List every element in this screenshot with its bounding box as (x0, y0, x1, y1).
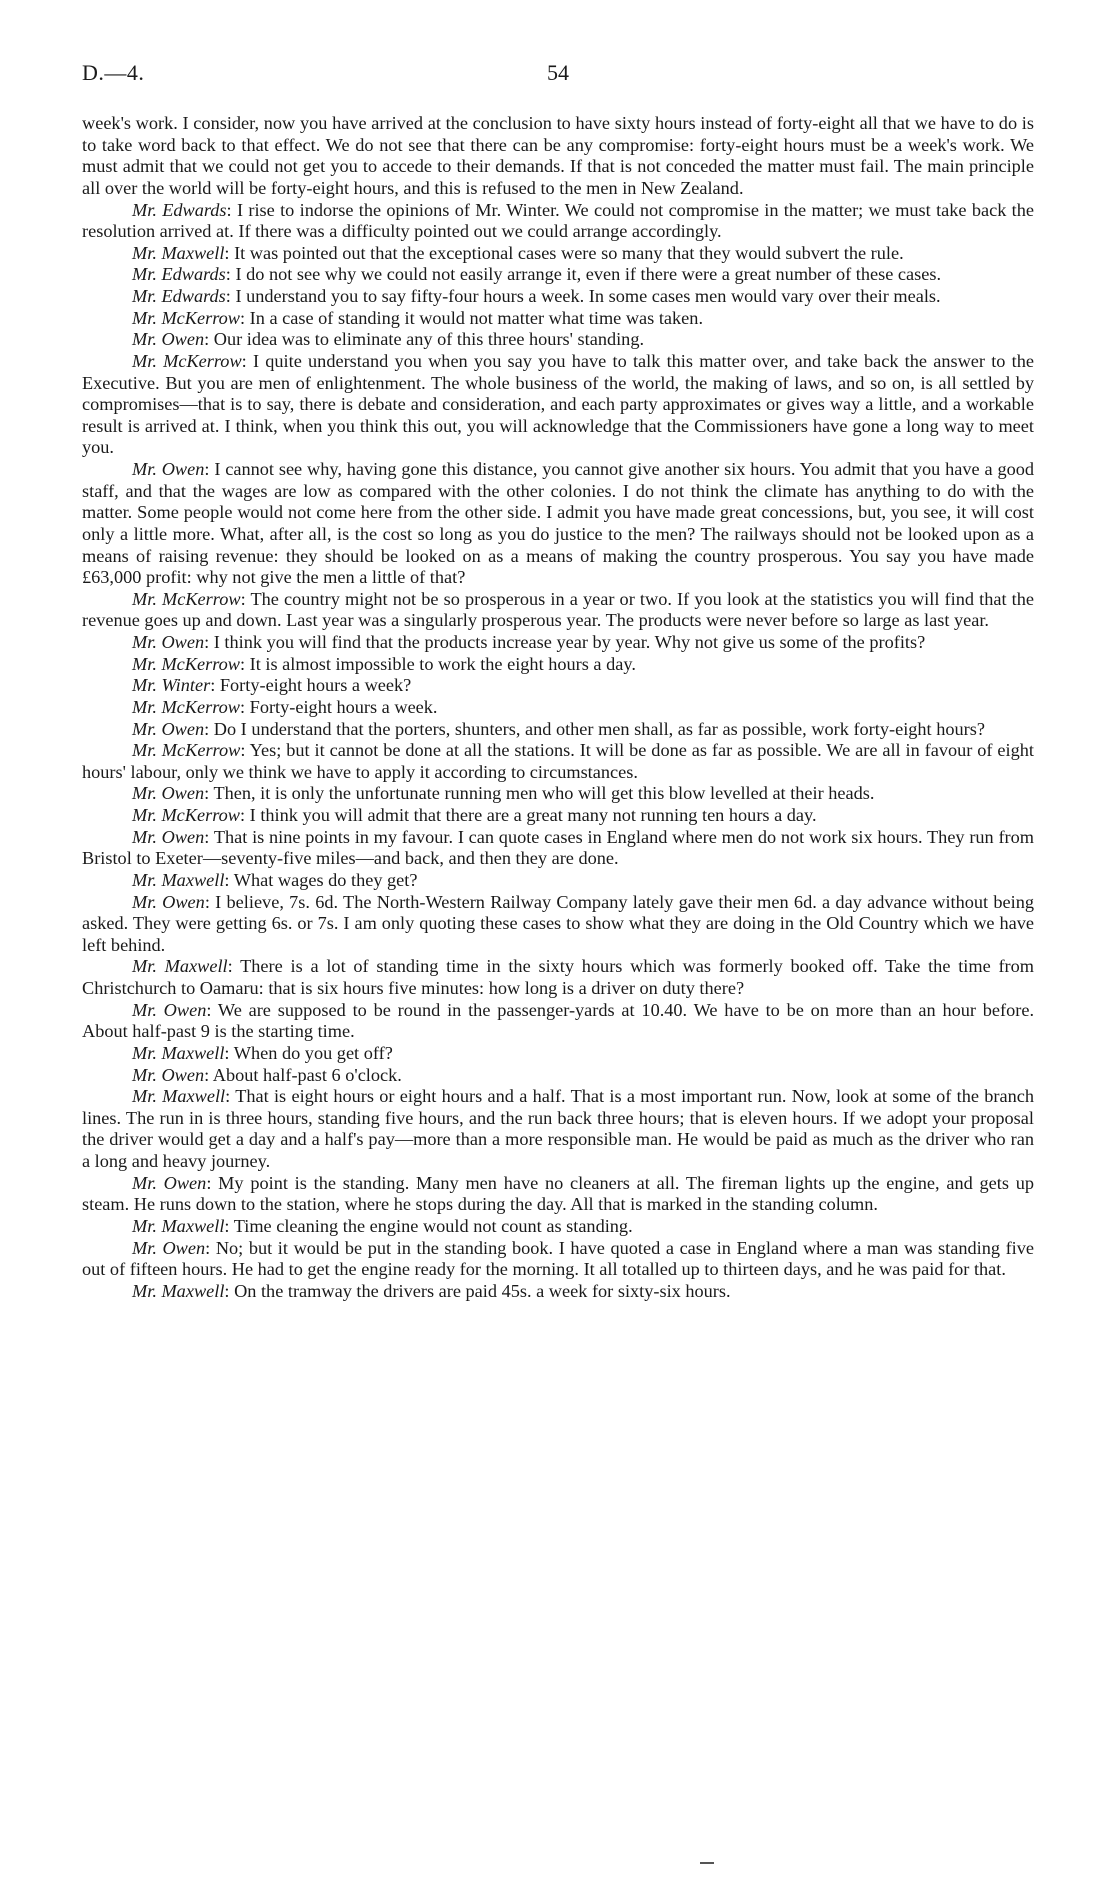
page-header (82, 60, 1034, 90)
speech-text: Our idea was to eliminate any of this three hours' standing. (213, 329, 645, 350)
speaker-name: Mr. McKerrow (132, 805, 240, 825)
speech-paragraph: Mr. Maxwell: It was pointed out that the exceptional cases were so many that they would subvert the rule. (132, 242, 904, 263)
speech-text: That is eight hours or eight hours and a half. That is a most important run. Now, look at some of the branch lines. The run in is three hours, standing five hours, and the run back three hours; that is eleven hours. If we adopt your proposal the driver would get a day and a half's pay—more than a more responsible man. He would be paid as much as the driver who ran a long and heavy journey. (82, 1086, 1035, 1171)
speech-text: I rise to indorse the opinions of Mr. Winter. We could not compromise in the matter; we must take back the resolution arrived at. If there was a difficulty pointed out we could arrange accordingly. (82, 199, 1034, 242)
speaker-name: Mr. Maxwell (132, 1042, 225, 1063)
speech-text: We are supposed to be round in the passenger-yards at 10.40. We have to be on more than an hour before. About half-past 9 is the starting time. (82, 999, 1035, 1042)
speech-paragraph: Mr. McKerrow: The country might not be so prosperous in a year or two. If you look at the statistics you will find that the revenue goes up and down. Last year was a singularly prosperous year. The products were never before so large as last year. (82, 588, 1034, 631)
speaker-name: Mr. Maxwell (132, 242, 225, 263)
speech-text: I think you will find that the products increase year by year. Why not give us some of the profits? (213, 632, 926, 652)
speech-text: I think you will admit that there are a great many not running ten hours a day. (249, 805, 817, 825)
speaker-name: Mr. Owen (132, 891, 205, 912)
speech-text: My point is the standing. Many men have no cleaners at all. The fireman lights up the engine, and gets up steam. He runs down to the station, where he stops during the day. All that is marked in the standing column. (82, 1172, 1034, 1215)
speaker-name: Mr. Maxwell (132, 1280, 225, 1301)
page-number: 54 (547, 60, 569, 85)
speech-text: What wages do they get? (233, 869, 418, 890)
speaker-name: Mr. Owen (132, 718, 205, 739)
speaker-name: Mr. Owen (132, 1172, 207, 1193)
speech-paragraph: Mr. Maxwell: Time cleaning the engine would not count as standing. (132, 1215, 633, 1236)
speech-paragraph: Mr. Winter: Forty-eight hours a week? (132, 675, 412, 696)
speech-paragraph: Mr. McKerrow: It is almost impossible to work the eight hours a day. (132, 653, 636, 674)
speech-paragraph: Mr. Owen: I cannot see why, having gone this distance, you cannot give another six hours. You admit that you have a good staff, and that the wages are low as compared with the other colonies. I do not think the climate has anything to do with the matter. Some people would not come here from the other side. I admit you have made great concessions, but, you see, it will cost only a little more. What, after all, is the cost so long as you do justice to the men? The railways should not be looked upon as a means of raising revenue: they should be looked on as a means of making the country prosperous. You say you have made £63,000 profit: why not give the men a little of that? (82, 459, 1035, 588)
speaker-name: Mr. McKerrow (132, 653, 240, 674)
speaker-name: Mr. Edwards (132, 286, 226, 306)
speech-text: In a case of standing it would not matter what time was taken. (249, 307, 704, 328)
speaker-name: Mr. Owen (132, 783, 205, 804)
speaker-name: Mr. McKerrow (132, 588, 241, 609)
speech-text: I quite understand you when you say you have to talk this matter over, and take back the answer to the Executive. But you are men of enlightenment. The whole business of the world, the making of laws, and so on, is all settled by compromises—that is to say, there is debate and consideration, and each party approximates or gives way a little, and a workable result is arrived at. I think, when you think this out, you will acknowledge that the Commissioners have gone a long way to meet you. (82, 350, 1034, 458)
speech-paragraph: Mr. McKerrow: Forty-eight hours a week. (132, 696, 438, 717)
speaker-name: Mr. Maxwell (132, 1086, 226, 1107)
speech-text: Yes; but it cannot be done at all the stations. It will be done as far as possible. We are all in favour of eight hours' labour, only we think we have to apply it according to circumstances. (82, 740, 1034, 782)
speech-paragraph: Mr. Owen: Do I understand that the porters, shunters, and other men shall, as far as possible, work forty-eight hours? (132, 718, 985, 739)
speaker-name: Mr. Maxwell (132, 1215, 225, 1236)
speaker-name: Mr. Owen (132, 632, 205, 652)
speech-paragraph: Mr. Maxwell: When do you get off? (132, 1042, 393, 1063)
speech-text: It was pointed out that the exceptional cases were so many that they would subvert the rule. (234, 242, 904, 263)
speaker-name: Mr. Winter (132, 675, 211, 696)
speech-paragraph: Mr. Owen: Then, it is only the unfortunate running men who will get this blow levelled at their heads. (132, 783, 875, 804)
speech-paragraph: Mr. McKerrow: Yes; but it cannot be done at all the stations. It will be done as far as possible. We are all in favour of eight hours' labour, only we think we have to apply it according to circumstances. (82, 740, 1034, 782)
speaker-name: Mr. McKerrow (132, 696, 240, 717)
speaker-name: Mr. Owen (132, 999, 207, 1020)
speaker-name: Mr. Owen (132, 1064, 205, 1085)
document-reference: D.—4. (82, 60, 145, 85)
continuation-paragraph (82, 113, 1034, 200)
speaker-name: Mr. McKerrow (132, 307, 240, 328)
speech-paragraph: Mr. Owen: That is nine points in my favour. I can quote cases in England where men do not work six hours. They run from Bristol to Exeter—seventy-five miles—and back, and then they are done. (82, 826, 1034, 869)
speech-text: I cannot see why, having gone this distance, you cannot give another six hours. You admit that you have a good staff, and that the wages are low as compared with the other colonies. I do not think the climate has anything to do with the matter. Some people would not come here from the other side. I admit you have made great concessions, but, you see, it will cost only a little more. What, after all, is the cost so long as you do justice to the men? The railways should not be looked upon as a means of raising revenue: they should be looked on as a means of making the country prosperous. You say you have made £63,000 profit: why not give the men a little of that? (82, 459, 1035, 588)
speech-text: The country might not be so prosperous in a year or two. If you look at the statistics you will find that the revenue goes up and down. Last year was a singularly prosperous year. The products were never before so large as last year. (82, 588, 1034, 631)
speech-text: Forty-eight hours a week. (249, 696, 438, 717)
speech-text: I understand you to say fifty-four hours a week. In some cases men would vary over their meals. (235, 286, 941, 306)
speaker-name: Mr. Edwards (132, 264, 226, 285)
speech-paragraph: Mr. Edwards: I understand you to say fifty-four hours a week. In some cases men would vary over their meals. (132, 286, 941, 306)
speaker-name: Mr. Edwards (132, 199, 227, 220)
speech-text: No; but it would be put in the standing book. I have quoted a case in England where a man was standing five out of fifteen hours. He had to get the engine ready for the morning. It all totalled up to thirteen days, and he was paid for that. (82, 1237, 1034, 1280)
speech-text: Then, it is only the unfortunate running men who will get this blow levelled at their heads. (213, 783, 875, 804)
speech-paragraph: Mr. Edwards: I do not see why we could not easily arrange it, even if there were a great number of these cases. (132, 264, 942, 285)
speech-text: That is nine points in my favour. I can quote cases in England where men do not work six hours. They run from Bristol to Exeter—seventy-five miles—and back, and then they are done. (82, 826, 1034, 869)
speech-paragraph: Mr. Maxwell: There is a lot of standing time in the sixty hours which was formerly booked off. Take the time from Christchurch to Oamaru: that is six hours five minutes: how long is a driver on duty there? (82, 956, 1034, 998)
speaker-name: Mr. Owen (132, 826, 205, 847)
speaker-name: Mr. Owen (132, 329, 205, 350)
speech-paragraph: Mr. Owen: My point is the standing. Many men have no cleaners at all. The fireman lights up the engine, and gets up steam. He runs down to the station, where he stops during the day. All that is marked in the standing column. (82, 1172, 1034, 1215)
speech-paragraph: Mr. Owen: I think you will find that the products increase year by year. Why not give us some of the profits? (132, 632, 926, 652)
speech-text: About half-past 6 o'clock. (212, 1064, 402, 1085)
speech-paragraph: Mr. Edwards: I rise to indorse the opinions of Mr. Winter. We could not compromise in the matter; we must take back the resolution arrived at. If there was a difficulty pointed out we could arrange accordingly. (82, 199, 1034, 242)
speaker-name: Mr. McKerrow (132, 740, 241, 761)
speech-text: When do you get off? (233, 1042, 393, 1063)
stray-mark (700, 1862, 714, 1864)
speaker-name: Mr. Owen (132, 1237, 206, 1258)
speaker-name: Mr. McKerrow (132, 350, 242, 371)
speech-paragraph: Mr. Owen: About half-past 6 o'clock. (132, 1064, 402, 1085)
speech-text: It is almost impossible to work the eight hours a day. (249, 653, 636, 674)
speech-paragraph: Mr. McKerrow: I quite understand you when you say you have to talk this matter over, and take back the answer to the Executive. But you are men of enlightenment. The whole business of the world, the making of laws, and so on, is all settled by compromises—that is to say, there is debate and consideration, and each party approximates or gives way a little, and a workable result is arrived at. I think, when you think this out, you will acknowledge that the Commissioners have gone a long way to meet you. (82, 350, 1034, 458)
speech-paragraph: Mr. McKerrow: In a case of standing it would not matter what time was taken. (132, 307, 704, 328)
speech-text: On the tramway the drivers are paid 45s. a week for sixty-six hours. (234, 1280, 731, 1301)
speech-text: week's work. I consider, now you have arrived at the conclusion to have sixty hours instead of forty-eight all that we have to do is to take word back to that effect. We do not see that there can be any compromise: forty-eight hours must be a week's work. We must admit that we could not get you to accede to their demands. If that is not conceded the matter must fail. The main principle all over the world will be forty-eight hours, and this is refused to the men in New Zealand. (82, 113, 1034, 198)
speaker-name: Mr. Maxwell (132, 956, 228, 977)
speech-paragraph: Mr. McKerrow: I think you will admit that there are a great many not running ten hours a day. (132, 805, 817, 825)
speech-paragraph: Mr. Owen: We are supposed to be round in the passenger-yards at 10.40. We have to be on more than an hour before. About half-past 9 is the starting time. (82, 999, 1035, 1042)
speech-paragraph: Mr. Owen: Our idea was to eliminate any of this three hours' standing. (132, 329, 645, 350)
speech-text: Time cleaning the engine would not count as standing. (233, 1215, 633, 1236)
speech-text: There is a lot of standing time in the sixty hours which was formerly booked off. Take the time from Christchurch to Oamaru: that is six hours five minutes: how long is a driver on duty there? (82, 956, 1034, 998)
speech-text: I believe, 7s. 6d. The North-Western Railway Company lately gave their men 6d. a day advance without being asked. They were getting 6s. or 7s. I am only quoting these cases to show what they are doing in the Old Country which we have left behind. (82, 891, 1034, 955)
speaker-name: Mr. Owen (132, 459, 205, 479)
transcript-body (82, 113, 1034, 1302)
speech-paragraph: Mr. Maxwell: What wages do they get? (132, 869, 418, 890)
speech-text: Do I understand that the porters, shunters, and other men shall, as far as possible, work forty-eight hours? (213, 718, 985, 739)
speech-text: Forty-eight hours a week? (219, 675, 412, 696)
speech-paragraph: Mr. Owen: No; but it would be put in the standing book. I have quoted a case in England where a man was standing five out of fifteen hours. He had to get the engine ready for the morning. It all totalled up to thirteen days, and he was paid for that. (82, 1237, 1034, 1280)
speech-text: I do not see why we could not easily arrange it, even if there were a great number of these cases. (235, 264, 942, 285)
speech-paragraph: Mr. Maxwell: That is eight hours or eight hours and a half. That is a most important run. Now, look at some of the branch lines. The run in is three hours, standing five hours, and the run back three hours; that is eleven hours. If we adopt your proposal the driver would get a day and a half's pay—more than a more responsible man. He would be paid as much as the driver who ran a long and heavy journey. (82, 1086, 1035, 1171)
speech-paragraph: Mr. Owen: I believe, 7s. 6d. The North-Western Railway Company lately gave their men 6d. a day advance without being asked. They were getting 6s. or 7s. I am only quoting these cases to show what they are doing in the Old Country which we have left behind. (82, 891, 1034, 955)
speech-paragraph: Mr. Maxwell: On the tramway the drivers are paid 45s. a week for sixty-six hours. (132, 1280, 731, 1301)
speaker-name: Mr. Maxwell (132, 869, 225, 890)
